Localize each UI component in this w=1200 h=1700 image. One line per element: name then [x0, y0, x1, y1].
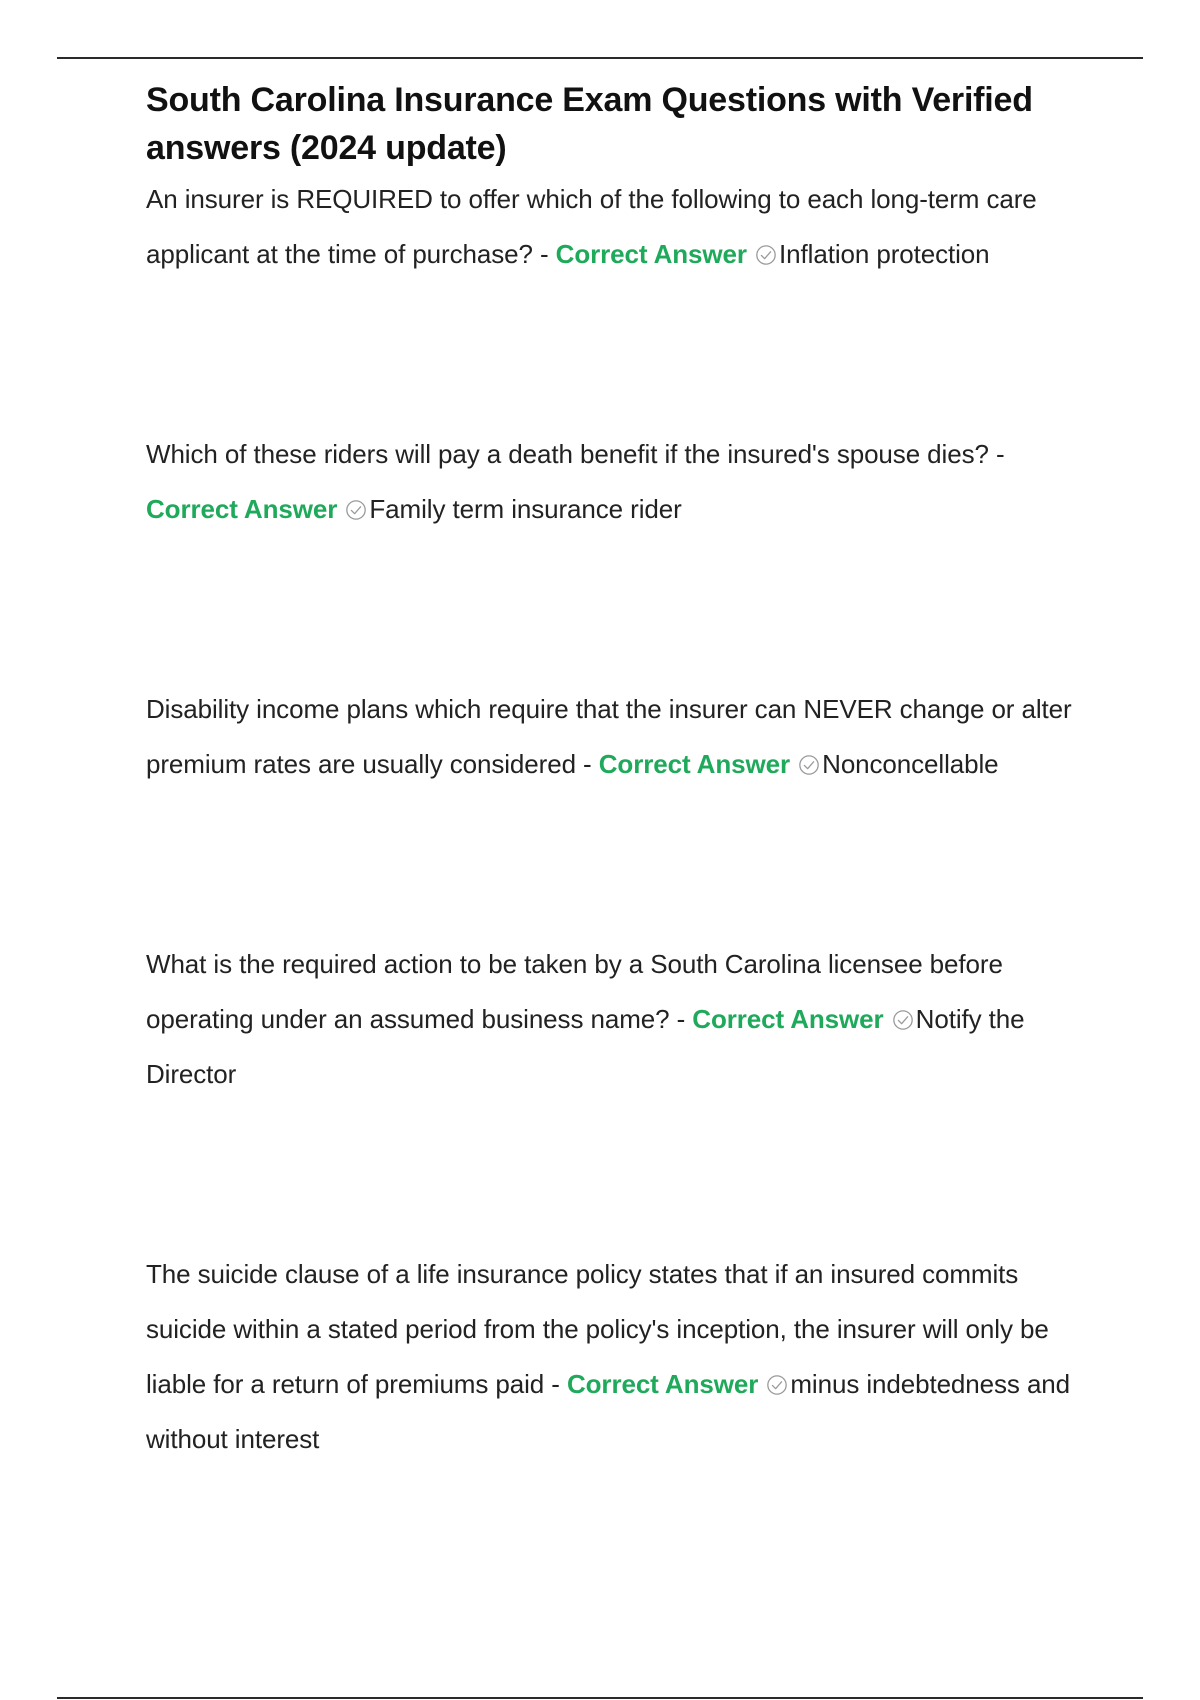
- answer-text: Nonconcellable: [822, 749, 999, 779]
- qa-item: [146, 682, 1086, 792]
- separator: -: [575, 749, 599, 779]
- check-circle-icon: [892, 1009, 914, 1031]
- correct-answer-label: Correct Answer: [566, 1369, 759, 1399]
- question-text: An insurer is REQUIRED to offer which of the following to each long-term care applicant at the time of purchase?: [146, 184, 1037, 269]
- bottom-rule: [57, 1697, 1143, 1699]
- separator: -: [669, 1004, 693, 1034]
- question-text: Which of these riders will pay a death benefit if the insured's spouse dies?: [146, 439, 989, 469]
- top-rule: [57, 57, 1143, 59]
- document-body: [146, 76, 1086, 1467]
- check-circle-icon: [755, 244, 777, 266]
- answer-text: Family term insurance rider: [369, 494, 682, 524]
- correct-answer-label: Correct Answer: [692, 1004, 884, 1034]
- qa-item: [146, 1247, 1086, 1467]
- qa-item: [146, 937, 1086, 1102]
- correct-answer-label: Correct Answer: [146, 494, 338, 524]
- answer-text: Inflation protection: [779, 239, 990, 269]
- question-text: The suicide clause of a life insurance policy states that if an insured commits suicide within a stated period from the policy's inception, the insurer will only be liable for a return of premiums paid: [146, 1259, 1049, 1399]
- correct-answer-label: Correct Answer: [555, 239, 747, 269]
- check-circle-icon: [798, 754, 820, 776]
- separator: -: [988, 439, 1005, 469]
- qa-item: [146, 427, 1086, 537]
- check-circle-icon: [345, 499, 367, 521]
- question-text: What is the required action to be taken by a South Carolina licensee before operating under an assumed business name?: [146, 949, 1003, 1034]
- qa-item: [146, 172, 1086, 282]
- check-circle-icon: [766, 1374, 788, 1396]
- correct-answer-label: Correct Answer: [598, 749, 791, 779]
- answer-text: Notify the Director: [146, 1004, 1025, 1089]
- question-text: Disability income plans which require that the insurer can NEVER change or alter premium rates are usually considered: [146, 694, 1072, 779]
- document-title: South Carolina Insurance Exam Questions with Verified answers (2024 update): [146, 81, 1033, 167]
- separator: -: [544, 1369, 567, 1399]
- answer-text: minus indebtedness and without interest: [146, 1369, 1071, 1454]
- separator: -: [532, 239, 556, 269]
- qa-list: [146, 172, 1086, 1467]
